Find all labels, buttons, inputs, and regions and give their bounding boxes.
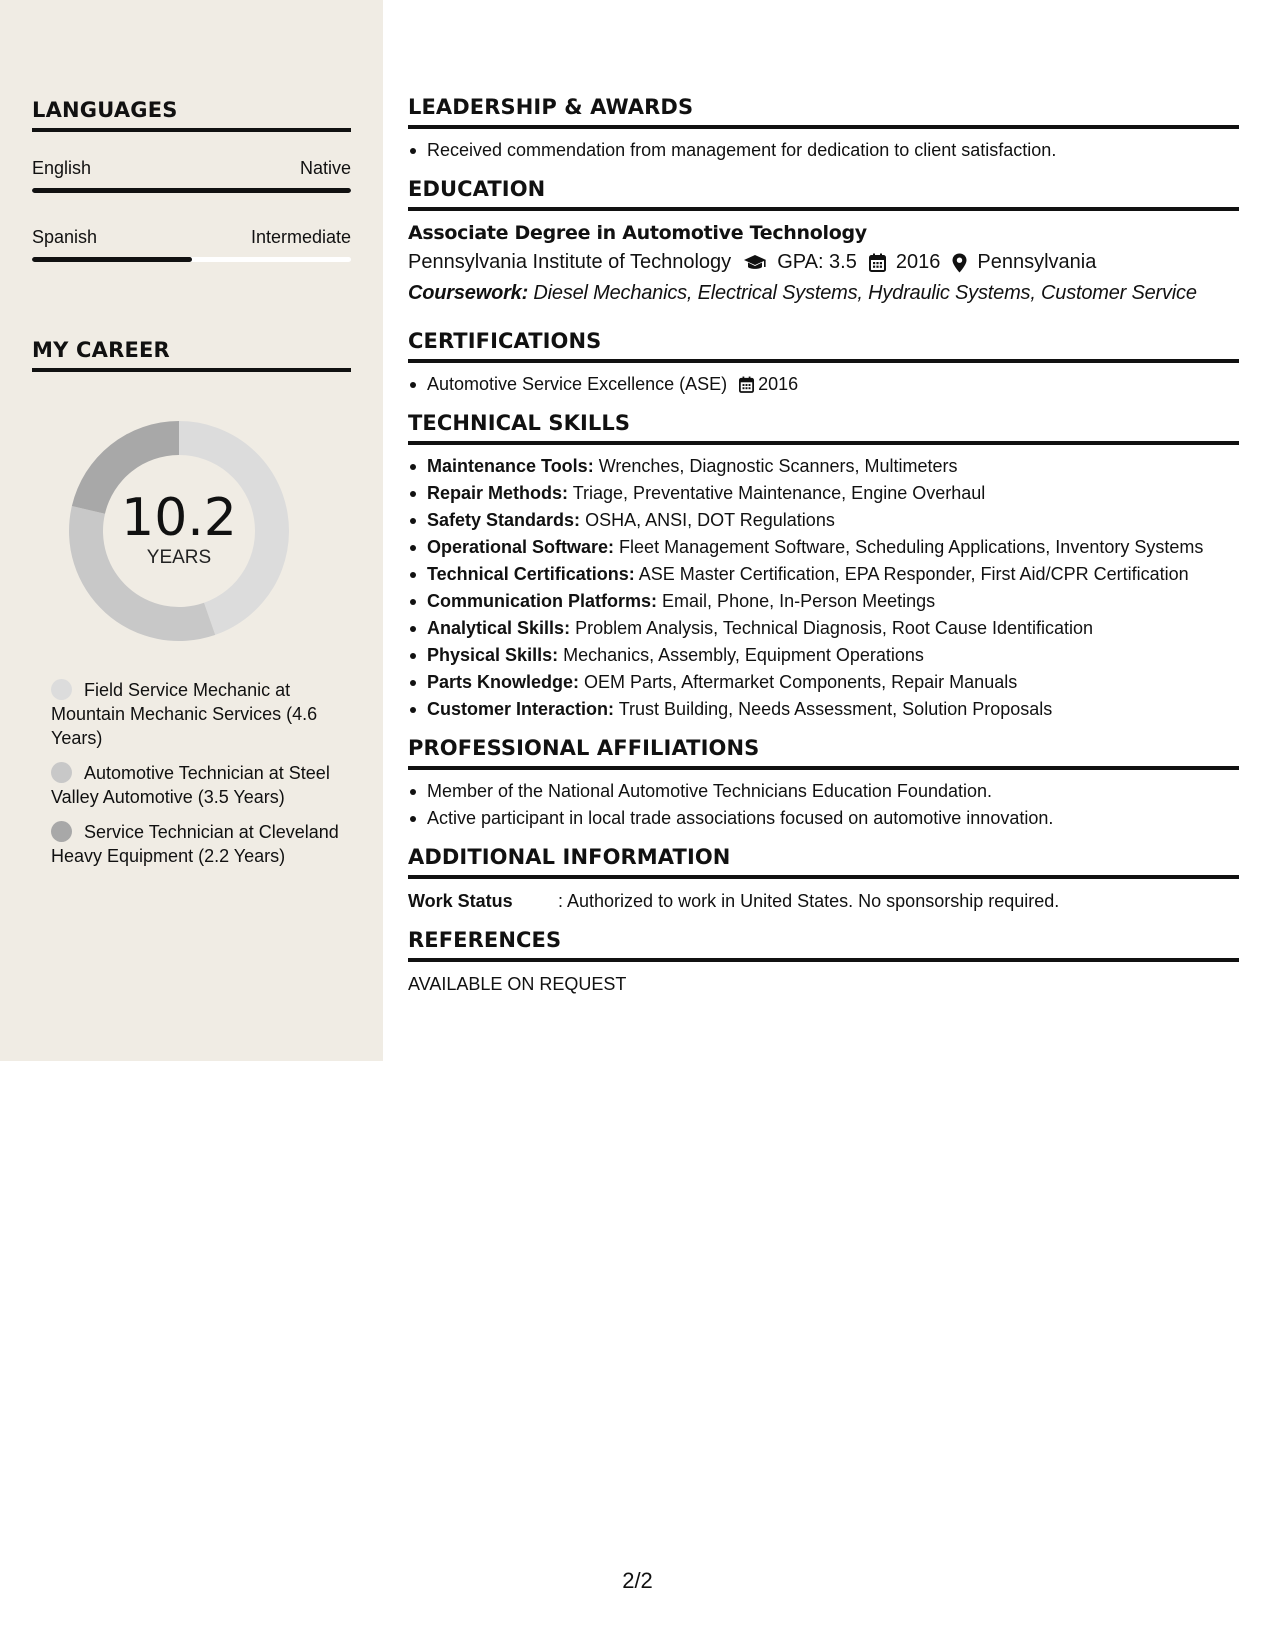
skill-value: Problem Analysis, Technical Diagnosis, Root Cause Identification — [575, 618, 1094, 638]
education-section — [408, 176, 1239, 308]
career-heading: MY CAREER — [32, 338, 351, 372]
education-location: Pennsylvania — [977, 251, 1097, 273]
certifications-section — [408, 328, 1239, 398]
section-title: EDUCATION — [408, 176, 1239, 211]
work-status-label: Work Status — [408, 891, 513, 911]
additional-info-section — [408, 844, 1239, 915]
skill-value: OSHA, ANSI, DOT Regulations — [585, 510, 835, 530]
calendar-icon — [869, 253, 886, 272]
skill-value: Email, Phone, In-Person Meetings — [662, 591, 936, 611]
list-item — [408, 371, 1239, 398]
work-status-value: : Authorized to work in United States. No sponsorship required. — [558, 891, 1060, 911]
list-item: Received commendation from management for dedication to client satisfaction. — [408, 137, 1239, 164]
skill-value: Triage, Preventative Maintenance, Engine Overhaul — [572, 483, 986, 503]
certification-name: Automotive Service Excellence (ASE) — [427, 374, 728, 394]
list-item — [408, 507, 1239, 534]
list-item — [408, 588, 1239, 615]
skill-label: Safety Standards: — [427, 510, 581, 530]
list-item — [408, 453, 1239, 480]
coursework-label: Coursework: — [408, 282, 529, 304]
language-bar-english — [32, 188, 351, 193]
leadership-list — [408, 137, 1239, 164]
career-legend — [51, 678, 341, 879]
language-bar-fill — [32, 188, 351, 193]
affiliations-list — [408, 778, 1239, 832]
page-number: 2/2 — [622, 1568, 653, 1593]
language-row-spanish — [32, 225, 351, 249]
section-title: CERTIFICATIONS — [408, 328, 1239, 363]
language-name: English — [32, 157, 92, 178]
donut-center — [66, 418, 292, 644]
skill-label: Repair Methods: — [427, 483, 569, 503]
legend-label: Field Service Mechanic at Mountain Mechanic Services (4.6 Years) — [51, 680, 318, 748]
map-pin-icon — [952, 253, 967, 273]
languages-heading: LANGUAGES — [32, 98, 351, 132]
list-item — [408, 615, 1239, 642]
skill-label: Technical Certifications: — [427, 564, 635, 584]
section-title: PROFESSIONAL AFFILIATIONS — [408, 735, 1239, 770]
language-bar-spanish — [32, 257, 351, 262]
list-item — [408, 561, 1239, 588]
section-title: ADDITIONAL INFORMATION — [408, 844, 1239, 879]
legend-dot-icon — [51, 821, 72, 842]
coursework-value: Diesel Mechanics, Electrical Systems, Hydraulic Systems, Customer Service — [533, 282, 1197, 304]
skill-label: Parts Knowledge: — [427, 672, 580, 692]
education-details — [408, 247, 1239, 278]
calendar-icon — [739, 376, 754, 393]
skill-value: ASE Master Certification, EPA Responder, First Aid/CPR Certification — [638, 564, 1189, 584]
list-item — [408, 480, 1239, 507]
legend-label: Service Technician at Cleveland Heavy Equipment (2.2 Years) — [51, 822, 339, 866]
leadership-section — [408, 94, 1239, 164]
certifications-list — [408, 371, 1239, 398]
skill-value: Trust Building, Needs Assessment, Solution Proposals — [618, 699, 1053, 719]
legend-dot-icon — [51, 679, 72, 700]
skill-label: Analytical Skills: — [427, 618, 571, 638]
technical-skills-list — [408, 453, 1239, 723]
references-section — [408, 927, 1239, 998]
language-bar-fill — [32, 257, 192, 262]
language-level: Intermediate — [250, 226, 351, 247]
main-column — [408, 94, 1239, 1008]
language-name: Spanish — [32, 226, 98, 247]
skill-label: Physical Skills: — [427, 645, 559, 665]
language-row-english — [32, 156, 351, 180]
career-total-unit: YEARS — [146, 547, 212, 568]
skill-label: Communication Platforms: — [427, 591, 658, 611]
section-title: LEADERSHIP & AWARDS — [408, 94, 1239, 129]
skill-label: Maintenance Tools: — [427, 456, 594, 476]
career-donut-chart — [66, 418, 292, 644]
skill-label: Customer Interaction: — [427, 699, 615, 719]
affiliations-section — [408, 735, 1239, 832]
list-item — [408, 669, 1239, 696]
legend-item — [51, 761, 341, 809]
list-item — [408, 696, 1239, 723]
references-text: AVAILABLE ON REQUEST — [408, 974, 627, 994]
section-title: TECHNICAL SKILLS — [408, 410, 1239, 445]
legend-item — [51, 678, 341, 750]
legend-dot-icon — [51, 762, 72, 783]
legend-label: Automotive Technician at Steel Valley Automotive (3.5 Years) — [51, 763, 330, 807]
list-item: Active participant in local trade associations focused on automotive innovation. — [408, 805, 1239, 832]
education-degree: Associate Degree in Automotive Technology — [408, 222, 867, 244]
section-title: REFERENCES — [408, 927, 1239, 962]
education-year: 2016 — [895, 251, 941, 273]
sidebar — [0, 0, 383, 1061]
career-total-years: 10.2 — [121, 488, 237, 548]
certification-year: 2016 — [758, 374, 799, 394]
legend-item — [51, 820, 341, 868]
skill-value: Fleet Management Software, Scheduling Applications, Inventory Systems — [619, 537, 1204, 557]
technical-skills-section — [408, 410, 1239, 723]
work-status-row — [408, 887, 1239, 915]
list-item — [408, 534, 1239, 561]
skill-label: Operational Software: — [427, 537, 615, 557]
skill-value: OEM Parts, Aftermarket Components, Repair Manuals — [584, 672, 1018, 692]
education-coursework — [408, 278, 1239, 308]
skill-value: Mechanics, Assembly, Equipment Operations — [563, 645, 924, 665]
education-gpa: GPA: 3.5 — [777, 251, 857, 273]
language-level: Native — [299, 157, 351, 178]
graduation-cap-icon — [743, 254, 767, 272]
education-school: Pennsylvania Institute of Technology — [408, 251, 732, 273]
list-item — [408, 642, 1239, 669]
list-item: Member of the National Automotive Technicians Education Foundation. — [408, 778, 1239, 805]
skill-value: Wrenches, Diagnostic Scanners, Multimeters — [598, 456, 958, 476]
